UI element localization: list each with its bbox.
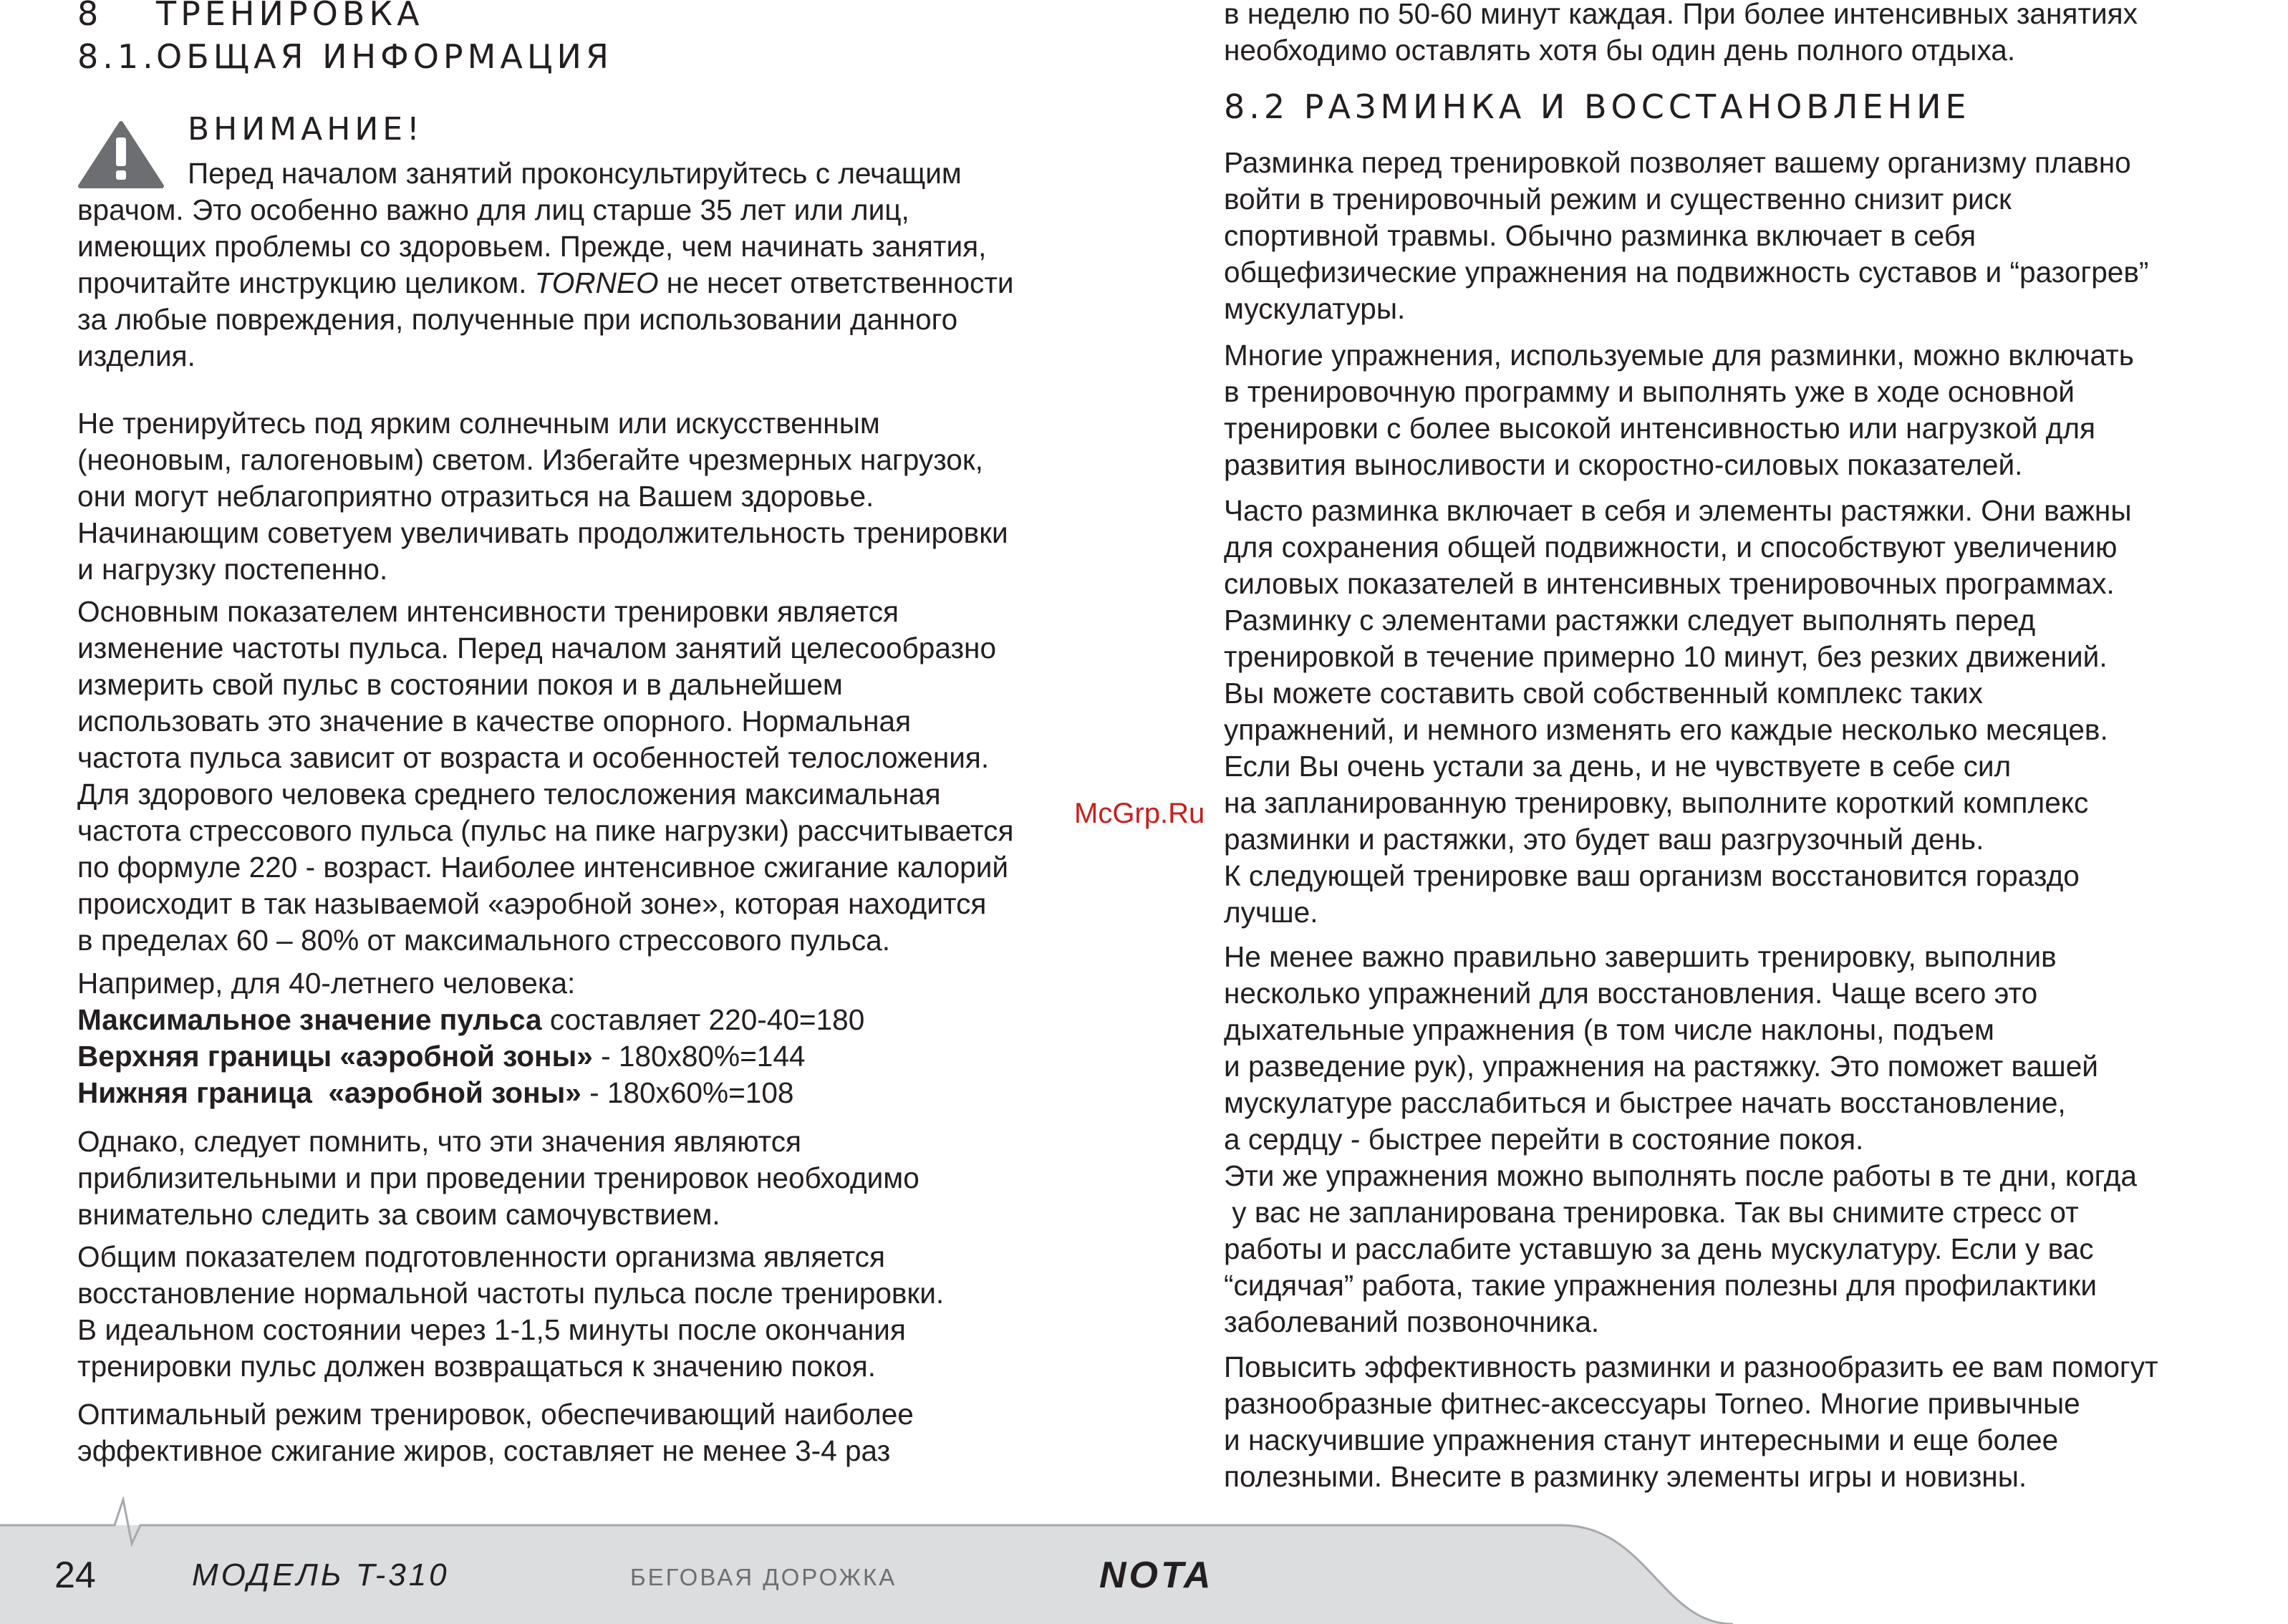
example-max-value: составляет 220-40=180 bbox=[541, 1003, 865, 1036]
example-upper bbox=[77, 1038, 805, 1075]
example-max-label: Максимальное значение пульса bbox=[77, 1003, 542, 1036]
product-name: БЕГОВАЯ ДОРОЖКА bbox=[630, 1564, 897, 1590]
example-upper-value: - 180х80%=144 bbox=[592, 1040, 806, 1073]
watermark: McGrp.Ru bbox=[1074, 798, 1205, 829]
example-lower-value: - 180х60%=108 bbox=[581, 1076, 794, 1109]
paragraph-warmup: Разминка перед тренировкой позволяет вашему организму плавно войти в тренировочный режим и существенно снизит риск спортивной травмы. Обычно разминка включает в себя общефизические упражнения на подвижность суставов и “разогрев” мускулатуры. bbox=[1224, 146, 2149, 325]
section-number: 8 bbox=[77, 0, 103, 33]
paragraph-continued: в неделю по 50-60 минут каждая. При более интенсивных занятиях необходимо оставлять хотя бы один день полного отдыха. bbox=[1224, 0, 2138, 67]
brand-logo: NOTA bbox=[1099, 1555, 1214, 1596]
warning-text bbox=[77, 155, 1014, 374]
paragraph-optimal: Оптимальный режим тренировок, обеспечивающий наиболее эффективное сжигание жиров, составляет не менее 3-4 раз bbox=[77, 1398, 914, 1467]
paragraph-cooldown: Не менее важно правильно завершить тренировку, выполнив несколько упражнений для восстановления. Чаще всего это дыхательные упражнения (в том числе наклоны, подъем и разведение рук), упражнения на растяжку. Это поможет вашей мускулатуре расслабиться и быстрее начать восстановление, а сердцу - быстрее перейти в состояние покоя. Эти же упражнения можно выполнять после работы в те дни, когда у вас не запланирована тренировка. Так вы снимите стресс от работы и расслабите уставшую за день мускулатуру. Если у вас “сидячая” работа, такие упражнения полезны для профилактики заболеваний позвоночника. bbox=[1224, 940, 2137, 1338]
warning-text-start: Перед началом занятий проконсультируйтесь с лечащим врачом. Это особенно важно для лиц старше 35 лет или лиц, имеющих проблемы со здоровьем. Прежде, чем начинать занятия, прочитайте инструкцию целиком. bbox=[77, 157, 987, 299]
example-lower bbox=[77, 1075, 793, 1111]
warning-title: ВНИМАНИЕ! bbox=[188, 111, 424, 148]
paragraph-light: Не тренируйтесь под ярким солнечным или искусственным (неоновым, галогеновым) светом. Избегайте чрезмерных нагрузок, они могут неблагоприятно отразиться на Вашем здоровье. Начинающим советуем увеличивать продолжительность тренировки и нагрузку постепенно. bbox=[77, 407, 1008, 586]
paragraph-pulse: Основным показателем интенсивности тренировки является изменение частоты пульса. Перед началом занятий целесообразно измерить свой пульс в состоянии покоя и в дальнейшем использовать это значение в качестве опорного. Нормальная частота пульса зависит от возраста и особенностей телосложения. Для здорового человека среднего телосложения максимальная частота стрессового пульса (пульс на пике нагрузки) рассчитывается по формуле 220 - возраст. Наиболее интенсивное сжигание калорий происходит в так называемой «аэробной зоне», которая находится в пределах 60 – 80% от максимального стрессового пульса. bbox=[77, 595, 1014, 957]
section-title: ТРЕНИРОВКА bbox=[156, 0, 424, 33]
page-number: 24 bbox=[54, 1555, 96, 1596]
paragraph-recovery: Общим показателем подготовленности организма является восстановление нормальной частоты пульса после тренировки. В идеальном состоянии через 1-1,5 минуты после окончания тренировки пульс должен возвращаться к значению покоя. bbox=[77, 1240, 945, 1383]
example-intro: Например, для 40-летнего человека: bbox=[77, 967, 576, 1000]
brand-name: TORNEO bbox=[534, 266, 659, 299]
warning-text-end: не несет ответственности за любые повреждения, полученные при использовании данного изделия. bbox=[77, 266, 1014, 372]
example-max bbox=[77, 1002, 864, 1038]
paragraph-accessories: Повысить эффективность разминки и разнообразить ее вам помогут разнообразные фитнес-аксессуары Torneo. Многие привычные и наскучившие упражнения станут интересными и еще более полезными. Внесите в разминку элементы игры и новизны. bbox=[1224, 1350, 2158, 1493]
paragraph-exercises: Многие упражнения, используемые для разминки, можно включать в тренировочную программу и выполнять уже в ходе основной тренировки с более высокой интенсивностью или нагрузкой для развития выносливости и скоростно-силовых показателей. bbox=[1224, 339, 2134, 481]
example-lower-label: Нижняя граница «аэробной зоны» bbox=[77, 1076, 581, 1109]
paragraph-stretching: Часто разминка включает в себя и элементы растяжки. Они важны для сохранения общей подвижности, и способствуют увеличению силовых показателей в интенсивных тренировочных программах. Разминку с элементами растяжки следует выполнять перед тренировкой в течение примерно 10 минут, без резких движений. Вы можете составить свой собственный комплекс таких упражнений, и немного изменять его каждые несколько месяцев. Если Вы очень устали за день, и не чувствуете в себе сил на запланированную тренировку, выполните короткий комплекс разминки и растяжки, это будет ваш разгрузочный день. К следующей тренировке ваш организм восстановится гораздо лучше. bbox=[1224, 494, 2132, 929]
example-upper-label: Верхняя границы «аэробной зоны» bbox=[77, 1040, 593, 1073]
subsection-title: ОБЩАЯ ИНФОРМАЦИЯ bbox=[156, 37, 613, 76]
subsection-number: 8.1. bbox=[77, 37, 158, 76]
paragraph-caution: Однако, следует помнить, что эти значения являются приблизительными и при проведении тренировок необходимо внимательно следить за своим самочувствием. bbox=[77, 1125, 919, 1231]
warmup-heading: 8.2 РАЗМИНКА И ВОССТАНОВЛЕНИЕ bbox=[1224, 87, 1971, 126]
model-name: МОДЕЛЬ T-310 bbox=[192, 1557, 450, 1592]
